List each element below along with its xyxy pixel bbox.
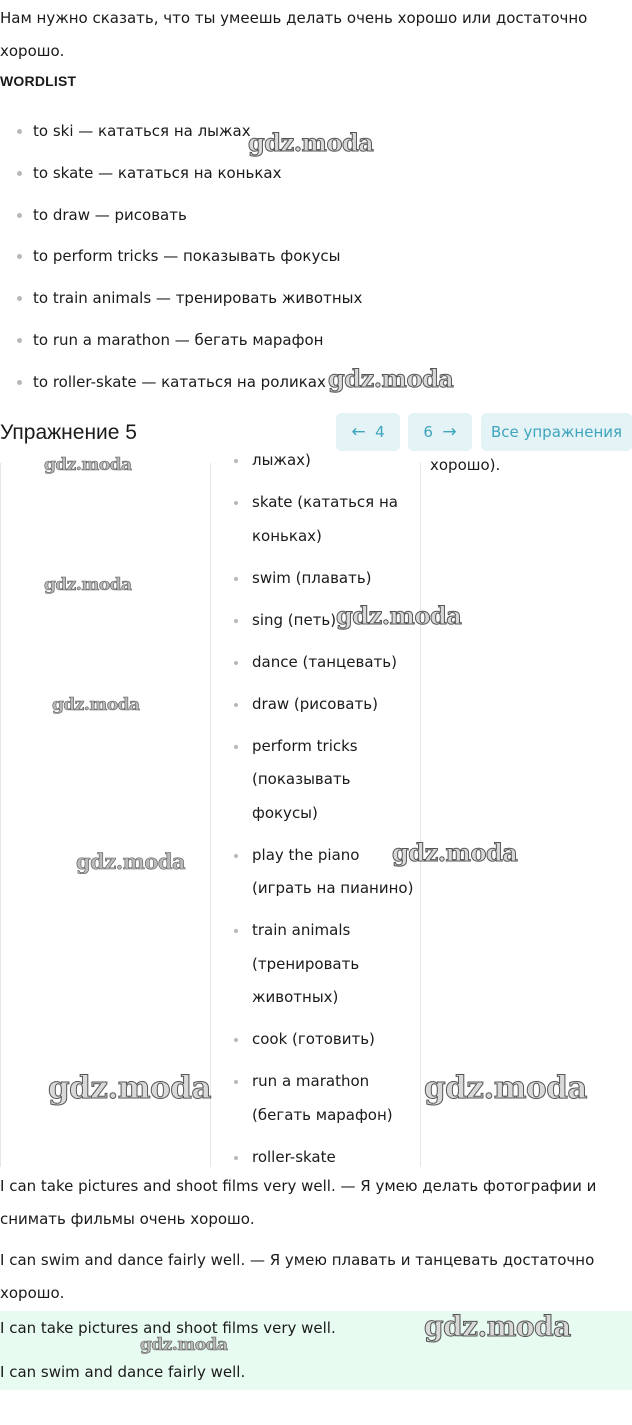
exercise-table[interactable] (0, 451, 632, 1167)
final-answer-line: I can swim and dance fairly well. (0, 1363, 246, 1381)
list-item: swim (плавать) (210, 562, 420, 596)
list-item: to train animals — тренировать животных (0, 277, 362, 319)
list-item: run a marathon (бегать марафон) (210, 1065, 420, 1132)
list-item: to perform tricks — показывать фокусы (0, 235, 362, 277)
arrow-left-icon: ← (351, 422, 366, 442)
list-item: skate (кататься на коньках) (210, 486, 420, 553)
list-item: to skate — кататься на коньках (0, 152, 362, 194)
watermark: gdz.moda (424, 1310, 571, 1343)
list-item: to run a marathon — бегать марафон (0, 319, 362, 361)
watermark: gdz.moda (392, 838, 518, 867)
list-item: to draw — рисовать (0, 194, 362, 236)
watermark: gdz.moda (52, 695, 140, 715)
answer-text: I can swim and dance fairly well. — Я умею плавать и танцевать достаточно хорошо. (0, 1251, 595, 1302)
answer-text: I can take pictures and shoot films very well. — Я умею делать фотографии и снимать фильмы очень хорошо. (0, 1177, 597, 1228)
options-list (210, 444, 420, 1183)
exercise-title: Упражнение 5 (0, 421, 137, 444)
watermark: gdz.moda (44, 455, 132, 475)
prev-exercise-label: 4 (375, 423, 385, 441)
list-item: play the piano (играть на пианино) (210, 839, 420, 906)
watermark: gdz.moda (48, 1070, 211, 1106)
wordlist (0, 110, 362, 403)
intro-text: Нам нужно сказать, что ты умеешь делать очень хорошо или достаточно хорошо. (0, 9, 588, 60)
watermark: gdz.moda (424, 1070, 587, 1106)
next-exercise-label: 6 (423, 423, 433, 441)
all-exercises-button[interactable]: Все упражнения (481, 413, 632, 451)
list-item: draw (рисовать) (210, 688, 420, 722)
list-item: roller-skate (210, 1141, 420, 1175)
list-item: лыжах) (210, 444, 420, 478)
list-item: to roller-skate — кататься на роликах (0, 361, 362, 403)
final-answer-line: I can take pictures and shoot films very well. (0, 1319, 336, 1337)
list-item: sing (петь) (210, 604, 420, 638)
arrow-right-icon: → (442, 422, 457, 442)
column-divider (420, 463, 421, 1167)
watermark: gdz.moda (328, 364, 454, 393)
table-cell-partial: хорошо). (430, 456, 501, 474)
column-divider (0, 463, 1, 1167)
list-item: perform tricks (показывать фокусы) (210, 730, 420, 831)
list-item: dance (танцевать) (210, 646, 420, 680)
list-item: to ski — кататься на лыжах (0, 110, 362, 152)
watermark: gdz.moda (336, 601, 462, 630)
list-item: cook (готовить) (210, 1023, 420, 1057)
watermark: gdz.moda (76, 849, 186, 874)
wordlist-title: WORDLIST (0, 73, 77, 89)
list-item: train animals (тренировать животных) (210, 914, 420, 1015)
watermark: gdz.moda (248, 128, 374, 157)
watermark: gdz.moda (140, 1335, 228, 1355)
watermark: gdz.moda (44, 575, 132, 595)
